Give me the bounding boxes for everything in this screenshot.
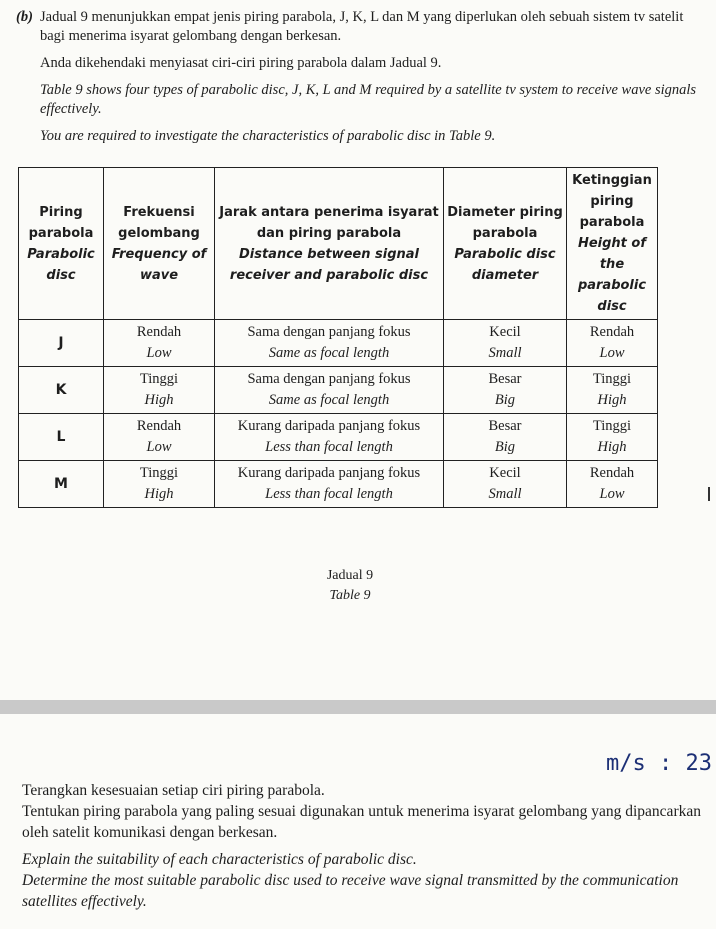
question-ms-1: Terangkan kesesuaian setiap ciri piring parabola.	[22, 782, 325, 799]
question-block	[22, 780, 712, 912]
question-ms-2: Tentukan piring parabola yang paling sesuai digunakan untuk menerima isyarat gelombang yang dipancarkan oleh satelit komunikasi dengan berkesan.	[22, 803, 701, 841]
header-diameter: Diameter piring parabola Parabolic disc diameter	[444, 168, 567, 320]
caption-ms: Jadual 9	[326, 568, 374, 583]
table-row	[19, 367, 658, 414]
row-label: K	[19, 367, 104, 414]
header-height: Ketinggian piring parabola Height of the parabolic disc	[567, 168, 658, 320]
table-header-row	[19, 168, 658, 320]
frequency-cell: Rendah Low	[104, 414, 215, 461]
frequency-cell: Rendah Low	[104, 320, 215, 367]
distance-cell: Kurang daripada panjang fokus Less than focal length	[215, 414, 444, 461]
diameter-cell: Kecil Small	[444, 461, 567, 508]
question-en-1: Explain the suitability of each characteristics of parabolic disc.	[22, 851, 417, 868]
intro-en-task: You are required to investigate the characteristics of parabolic disc in Table 9.	[40, 128, 496, 144]
intro-ms-task: Anda dikehendaki menyiasat ciri-ciri piring parabola dalam Jadual 9.	[40, 55, 442, 71]
diameter-cell: Kecil Small	[444, 320, 567, 367]
distance-cell: Kurang daripada panjang fokus Less than focal length	[215, 461, 444, 508]
disc-table	[18, 167, 658, 508]
row-label: M	[19, 461, 104, 508]
caption-en: Table 9	[329, 588, 371, 603]
height-cell: Tinggi High	[567, 414, 658, 461]
diameter-cell: Besar Big	[444, 367, 567, 414]
header-disc: Piring parabola Parabolic disc	[19, 168, 104, 320]
height-cell: Rendah Low	[567, 320, 658, 367]
edge-tick	[708, 487, 710, 501]
page-divider	[0, 700, 716, 714]
table-row	[19, 461, 658, 508]
intro-en-line: Table 9 shows four types of parabolic disc, J, K, L and M required by a satellite tv system to receive wave signals effectively.	[40, 82, 697, 117]
diameter-cell: Besar Big	[444, 414, 567, 461]
table-caption	[0, 566, 700, 606]
intro-ms-line: Jadual 9 menunjukkan empat jenis piring parabola, J, K, L dan M yang diperlukan oleh sebuah sistem tv satelit bagi menerima isyarat gelombang dengan berkesan.	[40, 9, 684, 44]
distance-cell: Sama dengan panjang fokus Same as focal length	[215, 320, 444, 367]
page-marker: m/s : 23	[606, 751, 712, 776]
table-row	[19, 414, 658, 461]
question-en-2: Determine the most suitable parabolic disc used to receive wave signal transmitted by the communication satellites effectively.	[22, 872, 679, 910]
header-frequency: Frekuensi gelombang Frequency of wave	[104, 168, 215, 320]
frequency-cell: Tinggi High	[104, 367, 215, 414]
frequency-cell: Tinggi High	[104, 461, 215, 508]
intro-block	[16, 8, 700, 146]
height-cell: Rendah Low	[567, 461, 658, 508]
table-row	[19, 320, 658, 367]
height-cell: Tinggi High	[567, 367, 658, 414]
header-distance: Jarak antara penerima isyarat dan piring parabola Distance between signal receiver and parabolic disc	[215, 168, 444, 320]
row-label: L	[19, 414, 104, 461]
distance-cell: Sama dengan panjang fokus Same as focal length	[215, 367, 444, 414]
row-label: J	[19, 320, 104, 367]
question-number: (b)	[16, 9, 33, 25]
